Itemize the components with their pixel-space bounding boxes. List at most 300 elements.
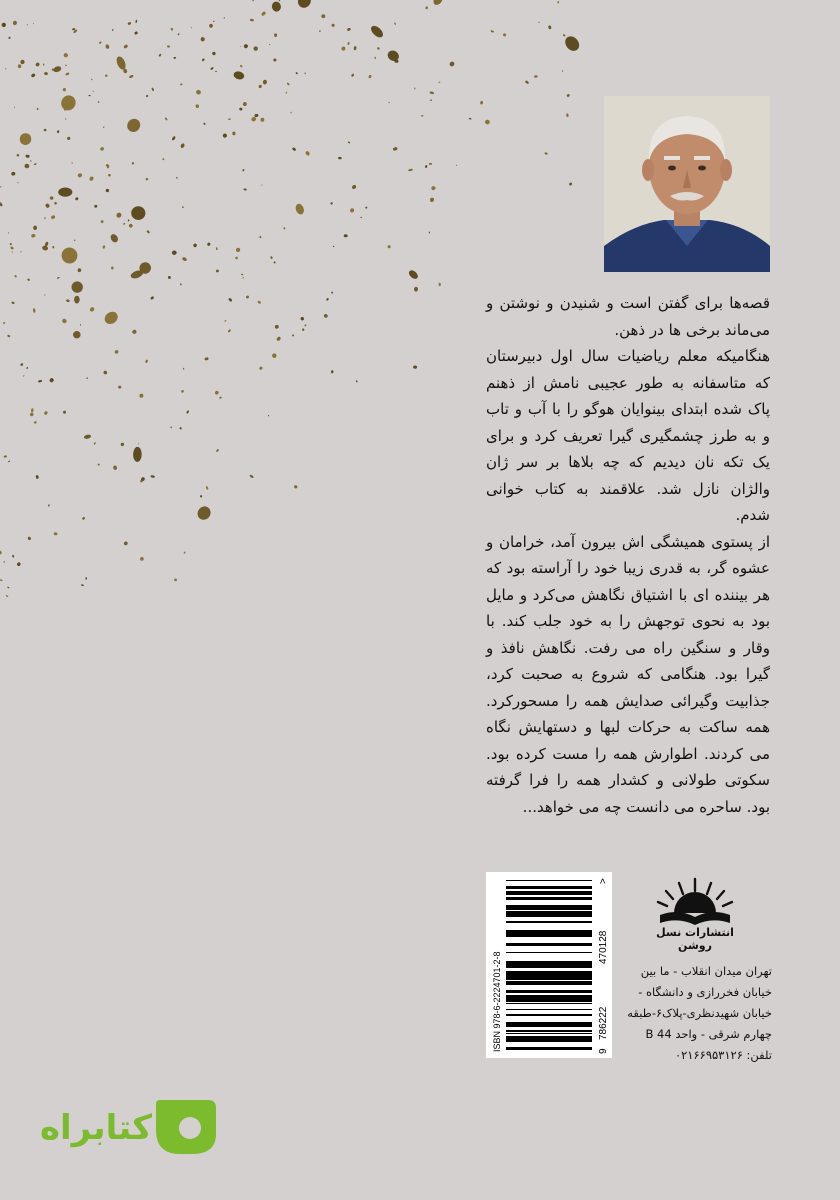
speckle — [274, 33, 277, 37]
speckle — [16, 154, 19, 157]
speckle — [260, 118, 264, 122]
speckle — [200, 37, 205, 42]
address-line: تهران میدان انقلاب - ما بین — [640, 964, 772, 978]
barcode-bar — [506, 943, 592, 945]
speckle — [89, 176, 95, 182]
barcode-bar — [506, 921, 592, 923]
speckle — [89, 306, 95, 312]
speckle — [407, 269, 419, 281]
barcode-bar — [506, 1014, 592, 1016]
publisher-address — [622, 961, 772, 1066]
speckle — [61, 318, 67, 324]
speckle — [228, 297, 233, 302]
speckle — [273, 261, 276, 264]
speckle — [242, 169, 245, 172]
barcode-bar — [506, 990, 592, 992]
speckle — [105, 188, 110, 193]
speckle — [44, 217, 46, 219]
speckle — [356, 380, 358, 383]
speckle — [287, 82, 290, 85]
speckle — [421, 115, 424, 117]
speckle — [8, 232, 10, 234]
speckle — [167, 45, 171, 48]
speckle — [138, 443, 139, 445]
barcode-bar — [506, 1025, 592, 1027]
speckle — [3, 561, 5, 563]
speckle — [347, 42, 350, 46]
speckle — [133, 447, 142, 462]
phone-line: تلفن: ۰۲۱۶۶۹۵۳۱۲۶ — [674, 1048, 772, 1062]
barcode-bar — [506, 971, 592, 974]
speckle — [216, 449, 220, 453]
speckle — [38, 380, 43, 383]
speckle — [344, 234, 348, 237]
speckle — [269, 44, 271, 45]
speckle — [275, 325, 280, 330]
speckle — [31, 73, 36, 78]
speckle — [31, 408, 34, 412]
speckle — [74, 296, 80, 304]
speckle — [438, 283, 440, 287]
speckle — [108, 174, 111, 177]
speckle — [566, 113, 569, 117]
speckle — [243, 102, 248, 107]
speckle — [538, 22, 540, 23]
speckle — [285, 91, 287, 93]
speckle — [369, 24, 385, 40]
speckle — [392, 147, 397, 152]
isbn-text: ISBN 978-6-2224701-2-8 — [492, 951, 502, 1052]
speckle — [430, 99, 432, 101]
speckle — [209, 24, 213, 28]
speckle — [114, 349, 119, 354]
speckle — [182, 256, 188, 261]
speckle — [294, 203, 305, 216]
speckle — [566, 94, 570, 98]
barcode-bar — [506, 1039, 592, 1042]
barcode-bar — [506, 1036, 592, 1038]
speckle — [300, 316, 305, 321]
speckle — [562, 70, 564, 72]
speckle — [375, 57, 376, 60]
speckle — [7, 587, 9, 589]
speckle — [425, 165, 428, 169]
speckle — [279, 0, 281, 1]
speckle — [23, 375, 25, 377]
speckle — [3, 455, 7, 458]
speckle — [12, 20, 17, 25]
speckle — [33, 421, 37, 424]
speckle — [432, 0, 445, 7]
barcode-bar — [506, 911, 592, 912]
barcode-arrow: > — [598, 878, 609, 884]
speckle — [58, 188, 72, 197]
speckle — [129, 74, 134, 78]
speckle — [347, 27, 352, 31]
speckle — [121, 443, 125, 447]
speckle — [103, 370, 108, 375]
speckle — [91, 79, 93, 81]
speckle — [246, 295, 250, 299]
speckle — [261, 11, 267, 17]
speckle — [11, 251, 13, 252]
speckle — [151, 87, 154, 91]
speckle — [250, 19, 254, 22]
speckle — [292, 147, 297, 151]
speckle — [569, 182, 573, 186]
speckle — [115, 55, 128, 71]
speckle — [8, 36, 11, 39]
speckle — [17, 182, 19, 184]
speckle — [386, 48, 401, 63]
speckle — [5, 595, 8, 598]
speckle — [146, 230, 150, 234]
speckle — [242, 277, 244, 279]
address-line: خیابان شهیدنظری-پلاک۶-طبقه — [627, 1006, 772, 1020]
barcode-bar — [506, 936, 592, 937]
speckle — [8, 460, 10, 462]
speckle — [304, 72, 306, 74]
speckle — [125, 116, 143, 134]
speckle — [94, 205, 98, 208]
speckle — [214, 390, 219, 395]
barcode-bar — [506, 891, 592, 892]
speckle — [331, 370, 334, 373]
speckle — [235, 247, 241, 253]
barcode-bar — [506, 945, 592, 946]
speckle — [65, 72, 70, 76]
speckle — [123, 541, 128, 546]
speckle — [388, 102, 390, 104]
speckle — [170, 27, 173, 31]
speckle — [563, 34, 566, 37]
speckle — [259, 236, 262, 239]
speckle — [321, 14, 326, 19]
speckle — [207, 242, 211, 246]
speckle — [219, 396, 222, 399]
speckle — [223, 133, 228, 138]
blurb-paragraph: هنگامیکه معلم ریاضیات سال اول دبیرستان که متاسفانه به طور عجیبی نامش از ذهنم پاک شده ابتدای بینوایان هوگو را با آب و تاب و به طرز چشمگیری گیرا تعریف کرد و برای یک تکه نان دیدیم که چه بلاها بر سر ژان والژان نازل شد. علاقمند به کتاب خوانی شدم. — [486, 347, 770, 524]
speckle — [425, 6, 428, 9]
barcode-bar — [506, 908, 592, 910]
speckle — [330, 202, 333, 205]
speckle — [18, 64, 22, 68]
speckle — [127, 219, 129, 221]
speckle — [62, 88, 66, 92]
speckle — [85, 577, 87, 580]
barcode-bar — [506, 998, 592, 999]
speckle — [212, 51, 217, 56]
speckle — [180, 283, 182, 286]
speckle — [5, 68, 6, 70]
speckle — [36, 108, 39, 111]
speckle — [323, 313, 328, 318]
speckle — [134, 31, 138, 35]
speckle — [131, 162, 134, 165]
speckle — [180, 143, 185, 149]
speckle — [290, 112, 292, 114]
speckle — [14, 274, 17, 277]
blurb-paragraph: از پستوی همیشگی اش بیرون آمد، خرامان و عشوه گر، به قدری زیبا خود را آراسته بود که هر بیننده ای با اشتیاق نگاهش می‌کرد و مایل بود به نحوی توجهش را به خود جلب کند. با وقار و سنگین راه می رفت. نگاهش نافذ و گیرا بود. هنگامی که شروع به صحبت کرد، جذابیت وگیرائی صدایش همه را مسحورکرد. همه ساکت به حرکات لبها و دستهایش نگاه می کردند. اطوارش همه را مست کرده بود. سکوتی طولانی و کشدار همه را فرا گرفته بود. ساحره می دانست چه می خواهد... — [486, 532, 770, 816]
speckle — [82, 517, 86, 521]
speckle — [351, 73, 355, 77]
speckle — [174, 578, 178, 581]
speckle — [394, 22, 396, 25]
speckle — [44, 72, 48, 76]
speckle — [25, 154, 29, 157]
speckle — [449, 61, 456, 68]
speckle — [239, 107, 243, 111]
speckle — [59, 245, 80, 266]
speckle — [502, 33, 506, 37]
speckle — [490, 30, 494, 33]
speckle — [429, 231, 431, 233]
speckle — [438, 81, 440, 82]
speckle — [195, 504, 213, 523]
speckle — [93, 442, 96, 445]
speckle — [180, 83, 183, 85]
barcode-bar — [506, 886, 592, 889]
speckle — [252, 0, 254, 1]
speckle — [63, 52, 69, 58]
speckle — [101, 220, 104, 223]
speckle — [3, 322, 6, 325]
speckle — [176, 177, 178, 179]
speckle — [414, 87, 416, 89]
speckle — [484, 119, 491, 125]
speckle — [387, 245, 391, 249]
speckle — [202, 58, 205, 62]
speckle — [93, 90, 94, 92]
speckle — [66, 136, 71, 141]
speckle — [34, 163, 37, 165]
speckle — [70, 280, 84, 294]
speckle — [254, 113, 259, 117]
speckle — [0, 202, 3, 207]
speckle — [135, 20, 137, 23]
speckle — [132, 329, 137, 334]
speckle — [304, 324, 307, 327]
speckle — [241, 273, 244, 275]
speckle — [544, 152, 548, 155]
address-line: خیابان فخررازی و دانشگاه - — [638, 985, 772, 999]
speckle — [49, 196, 54, 201]
speckle — [215, 269, 219, 273]
speckle — [295, 72, 298, 75]
address-line: چهارم شرقی - واحد 44 B — [645, 1027, 772, 1041]
speckle — [431, 185, 436, 190]
speckle — [140, 557, 144, 561]
speckle — [216, 247, 218, 250]
barcode-bar — [506, 999, 592, 1002]
speckle — [26, 367, 28, 370]
speckle — [75, 197, 79, 201]
speckle — [77, 268, 81, 272]
speckle — [12, 555, 14, 558]
barcode-bar — [506, 963, 592, 965]
speckle — [331, 291, 334, 294]
speckle — [249, 474, 254, 478]
speckle — [84, 434, 92, 440]
speckle — [123, 223, 125, 225]
speckle — [16, 562, 21, 567]
speckle — [35, 475, 38, 479]
speckle — [42, 245, 49, 251]
speckle — [52, 246, 55, 249]
speckle — [158, 53, 161, 57]
speckle — [162, 158, 165, 161]
speckle — [183, 368, 185, 370]
speckle — [105, 44, 110, 50]
speckle — [480, 101, 483, 105]
speckle — [200, 495, 203, 498]
speckle — [77, 173, 83, 178]
speckle — [74, 239, 76, 241]
speckle — [57, 277, 60, 279]
speckle — [283, 227, 286, 230]
speckle — [50, 215, 55, 220]
speckle — [183, 551, 186, 554]
speckle — [11, 301, 15, 304]
speckle — [270, 256, 273, 259]
speckle — [233, 70, 246, 80]
speckle — [469, 118, 472, 120]
speckle — [102, 309, 120, 326]
speckle — [146, 95, 149, 98]
speckle — [429, 91, 434, 94]
speckle — [203, 123, 206, 126]
speckle — [228, 329, 232, 333]
speckle — [115, 212, 122, 219]
speckle — [86, 377, 89, 379]
barcode-bar — [506, 961, 592, 963]
speckle — [24, 163, 30, 168]
speckle — [562, 34, 582, 54]
speckle — [27, 24, 28, 26]
speckle — [57, 130, 60, 133]
speckle — [292, 334, 295, 337]
barcode-bar — [506, 1033, 592, 1034]
speckle — [215, 71, 218, 73]
speckle — [243, 43, 249, 49]
speckle — [350, 208, 355, 213]
speckle — [123, 44, 128, 49]
speckle — [170, 426, 172, 428]
speckle — [105, 74, 108, 78]
speckle — [44, 294, 45, 296]
speckle — [261, 184, 262, 185]
speckle — [71, 162, 73, 163]
barcode-bar — [506, 981, 592, 982]
speckle — [177, 33, 180, 36]
barcode-digit-left: 9 — [598, 1048, 609, 1054]
speckle — [365, 206, 367, 208]
speckle — [27, 536, 31, 541]
speckle — [53, 65, 63, 73]
speckle — [27, 278, 30, 281]
speckle — [102, 245, 105, 249]
speckle — [195, 104, 199, 108]
speckle — [182, 206, 184, 208]
speckle — [33, 226, 37, 230]
speckle — [165, 117, 168, 121]
barcode-bar — [506, 898, 592, 900]
barcode-bar — [506, 892, 592, 895]
speckle — [35, 62, 40, 67]
speckle — [45, 203, 51, 209]
speckle — [232, 132, 235, 136]
speckle — [429, 197, 435, 203]
barcode-bar — [506, 982, 592, 984]
speckle — [360, 217, 362, 219]
speckle — [181, 390, 184, 393]
speckle — [295, 0, 313, 10]
speckle — [210, 67, 214, 71]
barcode-bar — [506, 912, 592, 915]
speckle — [73, 331, 81, 339]
speckle — [145, 359, 148, 363]
speckle — [186, 410, 189, 414]
speckle — [171, 136, 176, 141]
speckle — [293, 485, 298, 490]
speckle — [150, 296, 154, 300]
speckle — [429, 163, 432, 165]
speckle — [62, 410, 66, 414]
speckle — [14, 107, 15, 108]
speckle — [333, 246, 335, 248]
barcode-bar — [506, 905, 592, 908]
speckle — [33, 23, 34, 24]
speckle — [29, 412, 34, 417]
speckle — [354, 46, 357, 51]
speckle — [305, 150, 311, 156]
speckle — [111, 266, 114, 269]
speckle — [65, 118, 67, 120]
barcode-bar — [506, 897, 592, 898]
speckle — [9, 243, 12, 246]
speckle — [0, 579, 3, 582]
barcode-bar — [506, 965, 592, 968]
barcode-bar — [506, 1038, 592, 1039]
speckle — [191, 27, 193, 28]
speckle — [66, 299, 70, 302]
barcode-bar — [506, 977, 592, 980]
speckle — [271, 353, 277, 359]
speckle — [258, 84, 262, 88]
speckle — [377, 47, 381, 51]
store-name: کتابراه — [39, 1108, 152, 1148]
speckle — [239, 65, 242, 68]
speckle — [319, 30, 321, 32]
speckle — [11, 172, 15, 176]
speckle — [127, 22, 131, 26]
speckle — [20, 251, 22, 253]
speckle — [100, 146, 105, 151]
speckle — [88, 95, 90, 97]
speckle — [53, 532, 57, 536]
barcode-bar — [506, 1030, 592, 1032]
speckle — [302, 328, 305, 331]
speckle — [103, 126, 105, 128]
speckle — [10, 246, 14, 250]
speckle — [534, 75, 538, 78]
speckle — [557, 1, 560, 4]
speckle — [145, 178, 148, 181]
speckle — [351, 184, 357, 190]
speckle — [253, 46, 259, 52]
barcode-bar — [506, 984, 592, 985]
barcode-icon — [486, 872, 612, 1058]
